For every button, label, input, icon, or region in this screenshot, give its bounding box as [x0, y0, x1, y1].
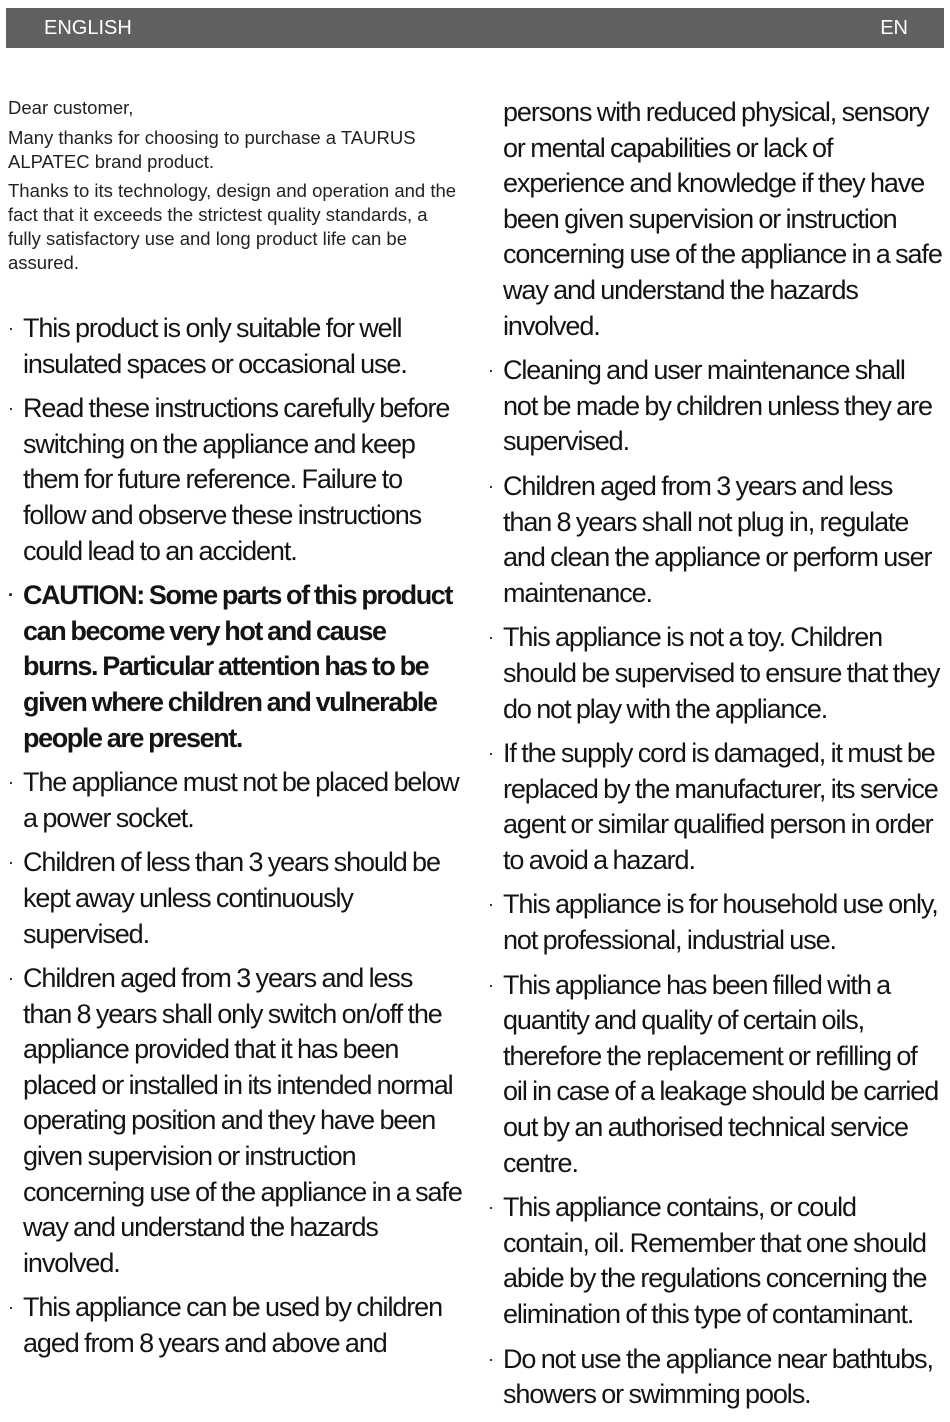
caution-item: [8, 578, 464, 756]
list-item: [8, 961, 464, 1281]
language-title: ENGLISH: [44, 16, 132, 39]
bullet-dot: ·: [488, 475, 494, 496]
list-item-text: Cleaning and user maintenance shall not be made by children unless they are supervised.: [503, 355, 932, 457]
bullet-dot: ·: [488, 894, 494, 915]
greeting: Dear customer,: [8, 97, 134, 118]
right-column: [488, 95, 944, 1422]
bullet-dot: ·: [8, 398, 14, 419]
bullet-dot: ·: [8, 318, 14, 338]
list-item-text: This appliance contains, or could contain, oil. Remember that one should abide by the regulations concerning the elimination of this type of contaminant.: [503, 1192, 927, 1329]
list-item: [488, 1190, 944, 1332]
list-item-text: This appliance has been filled with a quantity and quality of certain oils, therefore the replacement or refilling of oil in case of a leakage should be carried out by an authorised technical service centre.: [503, 969, 939, 1178]
intro-paragraph-1: Many thanks for choosing to purchase a TAURUS ALPATEC brand product.: [8, 127, 416, 172]
bullet-dot: ·: [8, 968, 14, 989]
list-item-text: Children aged from 3 years and less than 8 years shall only switch on/off the appliance provided that it has been placed or installed in its intended normal operating position and they have been given supervision or instruction concerning use of the appliance in a safe way and understand the hazards involved.: [23, 963, 462, 1278]
list-item: [8, 311, 464, 382]
list-item: [8, 765, 464, 836]
list-item: [488, 736, 944, 878]
list-item-text: Do not use the appliance near bathtubs, showers or swimming pools.: [503, 1343, 933, 1410]
right-safety-list: [488, 95, 944, 1413]
list-item: [8, 1290, 464, 1361]
bullet-dot: ·: [488, 1348, 494, 1369]
list-item-text: This product is only suitable for well insulated spaces or occasional use.: [23, 313, 407, 379]
continued-text: persons with reduced physical, sensory or mental capabilities or lack of experience and knowledge if they have been given supervision or instruction concerning use of the appliance in a safe way and understand the hazards involved.: [503, 97, 942, 341]
list-item-text: Children of less than 3 years should be kept away unless continuously supervised.: [23, 847, 440, 949]
list-item-text: This appliance is for household use only, not professional, industrial use.: [503, 889, 938, 956]
list-item-text: This appliance can be used by children aged from 8 years and above and: [23, 1292, 442, 1359]
list-item: [8, 845, 464, 952]
right-bullet-items: [488, 353, 944, 1413]
list-item: [488, 1342, 944, 1413]
intro-section: [8, 96, 464, 275]
left-column: [8, 96, 464, 1371]
list-item-text: If the supply cord is damaged, it must be replaced by the manufacturer, its service agent or similar qualified person in order to avoid a hazard.: [503, 738, 938, 875]
bullet-dot: ·: [488, 360, 494, 381]
list-item-text: Read these instructions carefully before switching on the appliance and keep them for future reference. Failure to follow and observe these instructions could lead to an accident.: [23, 393, 450, 566]
bullet-dot: ·: [8, 585, 14, 606]
list-item: [488, 968, 944, 1182]
language-header-bar: [6, 8, 944, 48]
bullet-dot: ·: [488, 743, 494, 764]
list-item: [488, 469, 944, 611]
bullet-dot: ·: [8, 1297, 14, 1318]
bullet-dot: ·: [488, 1197, 494, 1218]
list-item: [488, 353, 944, 460]
bullet-dot: ·: [8, 852, 14, 873]
language-code: EN: [880, 16, 908, 39]
intro-paragraph-2: Thanks to its technology, design and operation and the fact that it exceeds the strictest quality standards, a fully satisfactory use and long product life can be assured.: [8, 180, 457, 273]
list-item-text: This appliance is not a toy. Children should be supervised to ensure that they do not play with the appliance.: [503, 622, 940, 724]
bullet-dot: ·: [8, 772, 14, 793]
list-item: [488, 887, 944, 958]
list-item-text: Children aged from 3 years and less than 8 years shall not plug in, regulate and clean the appliance or perform user maintenance.: [503, 470, 932, 608]
bullet-dot: ·: [488, 627, 494, 648]
list-item-text: The appliance must not be placed below a power socket.: [23, 767, 459, 833]
bullet-dot: ·: [488, 974, 494, 995]
list-item: [8, 391, 464, 569]
caution-text: CAUTION: Some parts of this product can become very hot and cause burns. Particular attention has to be given where children and vulnerable people are present.: [23, 580, 453, 753]
list-item: [488, 620, 944, 727]
left-safety-list: [8, 311, 464, 1362]
